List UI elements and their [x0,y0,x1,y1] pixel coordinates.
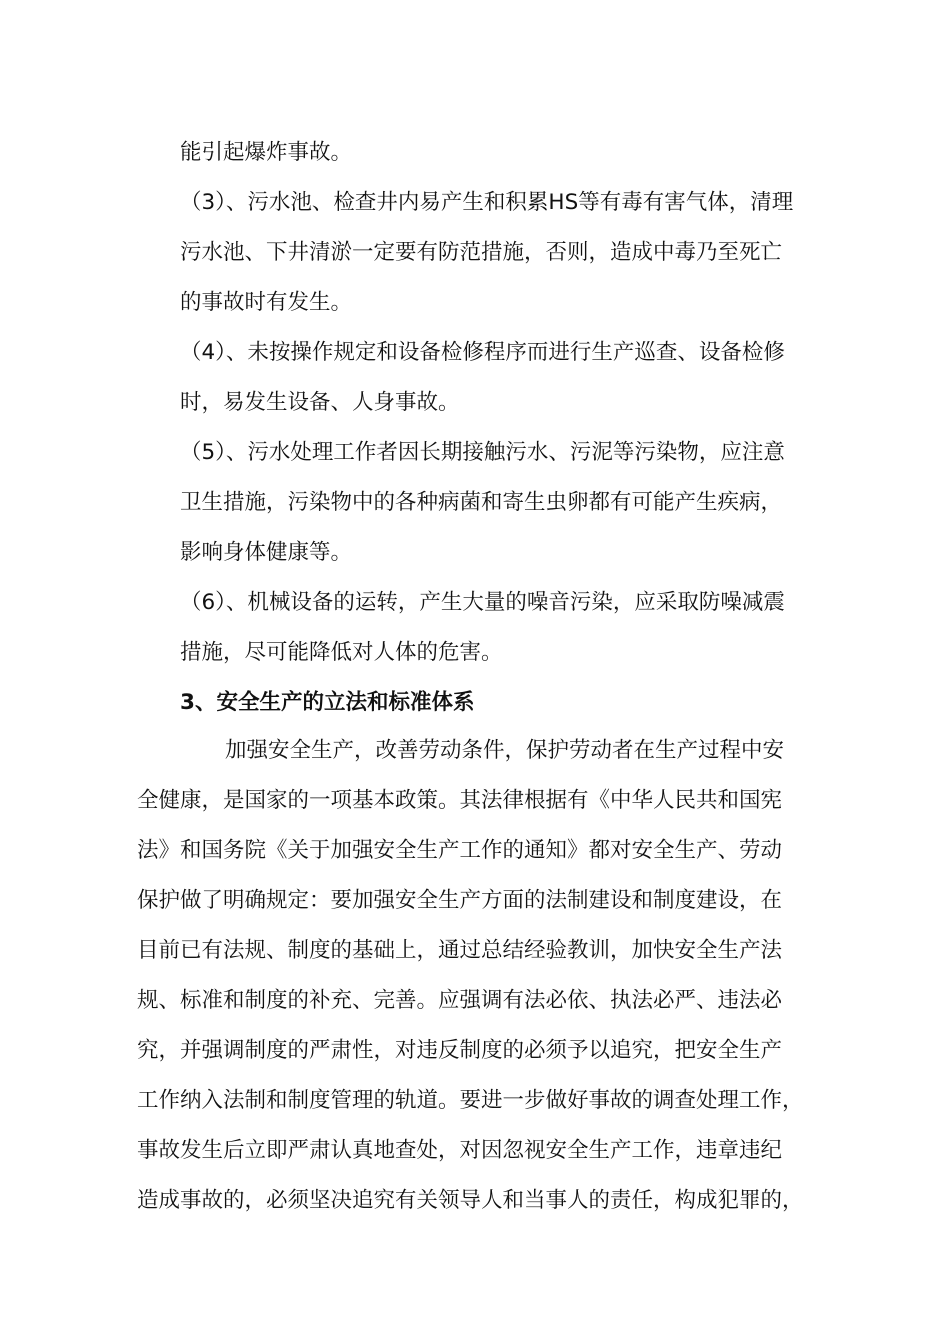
list-item-5-line-2: 卫生措施，污染物中的各种病菌和寄生虫卵都有可能产生疾病， [180,490,783,515]
body-paragraph-line: 保护做了明确规定：要加强安全生产方面的法制建设和制度建设，在 [137,888,783,913]
list-item-6-line-2: 措施，尽可能降低对人体的危害。 [180,640,503,665]
list-item-5-line-3: 影响身体健康等。 [180,540,353,565]
list-item-4-line-2: 时，易发生设备、人身事故。 [180,390,460,415]
body-paragraph-line: 工作纳入法制和制度管理的轨道。要进一步做好事故的调查处理工作， [137,1088,804,1113]
list-item-5-line-1: （5）、污水处理工作者因长期接触污水、污泥等污染物，应注意 [180,440,785,465]
list-item-3-line-3: 的事故时有发生。 [180,290,353,315]
body-paragraph-line: 究，并强调制度的严肃性，对违反制度的必须予以追究，把安全生产 [137,1038,783,1063]
list-item-3-line-1: （3）、污水池、检查井内易产生和积累HS等有毒有害气体，清理 [180,190,794,215]
section-heading: 3、安全生产的立法和标准体系 [180,690,475,715]
body-paragraph-line: 全健康，是国家的一项基本政策。其法律根据有《中华人民共和国宪 [137,788,783,813]
list-item-6-line-1: （6）、机械设备的运转，产生大量的噪音污染，应采取防噪减震 [180,590,785,615]
text-line: 能引起爆炸事故。 [180,140,353,165]
body-paragraph-line: 事故发生后立即严肃认真地查处，对因忽视安全生产工作，违章违纪 [137,1138,783,1163]
body-paragraph-line: 造成事故的，必须坚决追究有关领导人和当事人的责任，构成犯罪的， [137,1188,804,1213]
body-paragraph-line: 目前已有法规、制度的基础上，通过总结经验教训，加快安全生产法 [137,938,783,963]
body-paragraph-line: 法》和国务院《关于加强安全生产工作的通知》都对安全生产、劳动 [137,838,783,863]
body-paragraph-line: 加强安全生产，改善劳动条件，保护劳动者在生产过程中安 [225,738,785,763]
list-item-3-line-2: 污水池、下井清淤一定要有防范措施，否则，造成中毒乃至死亡 [180,240,783,265]
list-item-4-line-1: （4）、未按操作规定和设备检修程序而进行生产巡查、设备检修 [180,340,785,365]
body-paragraph-line: 规、标准和制度的补充、完善。应强调有法必依、执法必严、违法必 [137,988,783,1013]
